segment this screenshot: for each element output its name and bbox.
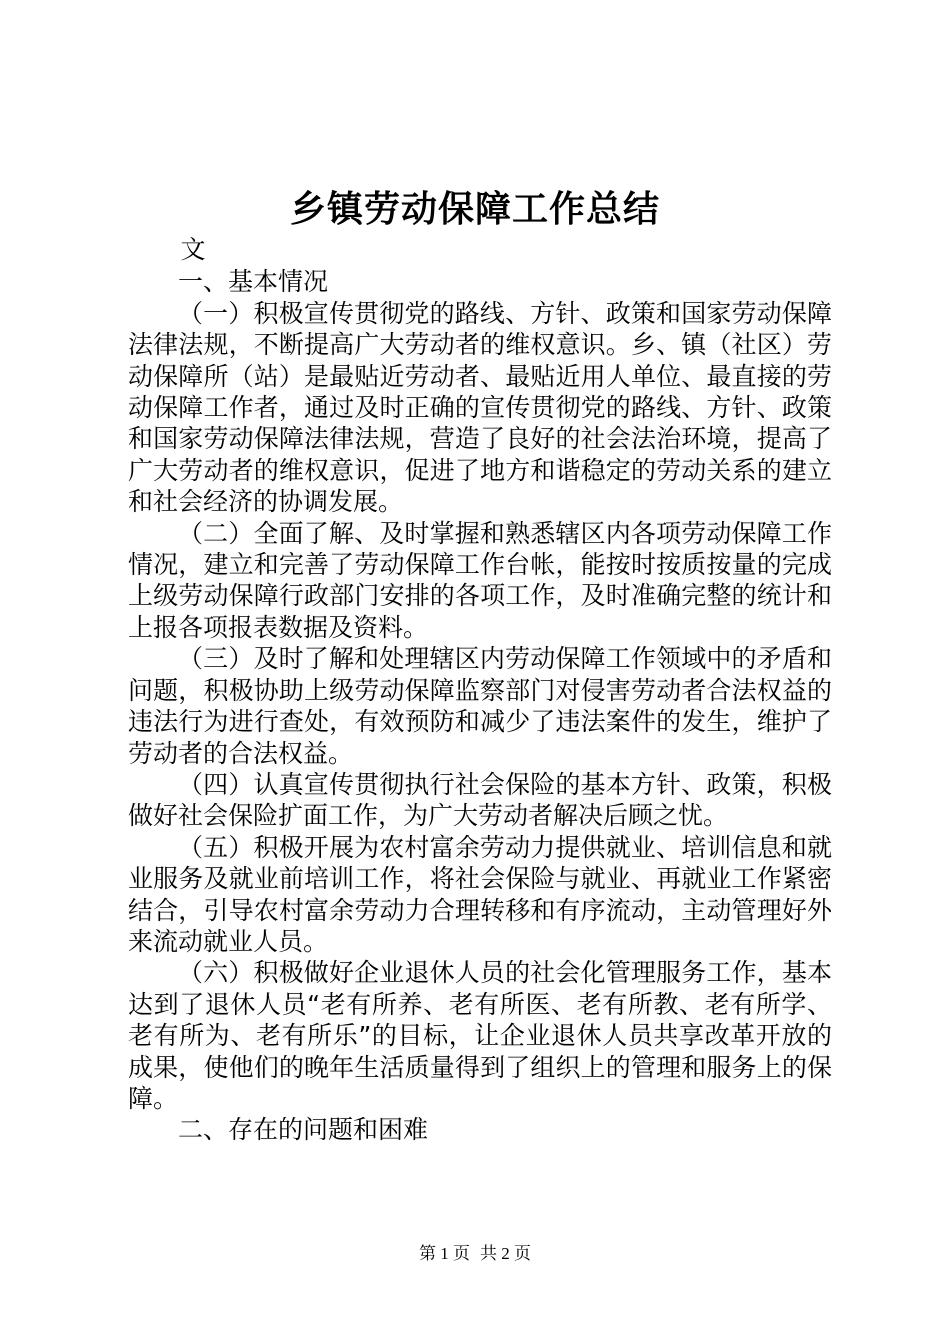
page-title: 乡镇劳动保障工作总结 <box>289 189 660 230</box>
paragraph-1 <box>128 298 832 518</box>
author-label: 文 <box>180 235 206 264</box>
document-body <box>128 234 832 1146</box>
page-number: 第 1 页 <box>419 1244 470 1263</box>
paragraph-2: （二）全面了解、及时掌握和熟悉辖区内各项劳动保障工作情况，建立和完善了劳动保障工作台帐，能按时按质按量的完成上级劳动保障行政部门安排的各项工作，及时准确完整的统计和上报各项报表数据及资料。 <box>128 518 832 642</box>
paragraph-1-lead: （一）积极宣传贯彻党的路线、方针、政策和国家劳动保障法律法规，不断提高广大劳动者的维权意识。 <box>128 298 832 360</box>
paragraph-1-body: 乡、镇（社区）劳动保障所（站）是最贴近劳动者、最贴近用人单位、最直接的劳动保障工作者，通过及时正确的宣传贯彻党的路线、方针、政策和国家劳动保障法律法规，营造了良好的社会法治环境，提高了广大劳动者的维权意识，促进了地方和谐稳定的劳动关系的建立和社会经济的协调发展。 <box>128 330 832 517</box>
paragraph-5: （五）积极开展为农村富余劳动力提供就业、培训信息和就业服务及就业前培训工作，将社会保险与就业、再就业工作紧密结合，引导农村富余劳动力合理转移和有序流动，主动管理好外来流动就业人员。 <box>128 832 832 956</box>
section-heading-basic-situation: 一、基本情况 <box>178 267 329 297</box>
paragraph-4: （四）认真宣传贯彻执行社会保险的基本方针、政策，积极做好社会保险扩面工作，为广大劳动者解决后顾之忧。 <box>128 769 832 831</box>
paragraph-3: （三）及时了解和处理辖区内劳动保障工作领域中的矛盾和问题，积极协助上级劳动保障监察部门对侵害劳动者合法权益的违法行为进行查处，有效预防和减少了违法案件的发生，维护了劳动者的合法权益。 <box>128 644 832 768</box>
section-heading-problems: 二、存在的问题和困难 <box>178 1115 429 1145</box>
page-footer <box>0 1242 950 1266</box>
paragraph-6: （六）积极做好企业退休人员的社会化管理服务工作，基本达到了退休人员“老有所养、老有所医、老有所教、老有所学、老有所为、老有所乐”的目标，让企业退休人员共享改革开放的成果，使他们的晚年生活质量得到了组织上的管理和服务上的保障。 <box>128 958 832 1113</box>
page-total: 共 2 页 <box>480 1244 531 1263</box>
